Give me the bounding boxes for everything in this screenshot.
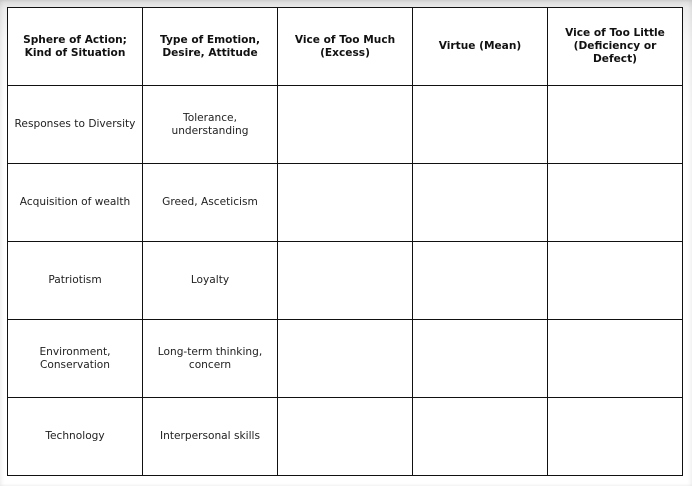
cell-excess[interactable] xyxy=(278,398,413,476)
header-virtue-mean: Virtue (Mean) xyxy=(413,8,548,86)
cell-virtue[interactable] xyxy=(413,398,548,476)
cell-emotion: Loyalty xyxy=(143,242,278,320)
table-row xyxy=(8,164,683,242)
cell-deficiency[interactable] xyxy=(548,86,683,164)
cell-virtue[interactable] xyxy=(413,86,548,164)
cell-excess[interactable] xyxy=(278,320,413,398)
cell-sphere: Acquisition of wealth xyxy=(8,164,143,242)
cell-sphere: Patriotism xyxy=(8,242,143,320)
cell-virtue[interactable] xyxy=(413,320,548,398)
table-row xyxy=(8,86,683,164)
virtue-ethics-table xyxy=(7,7,683,476)
header-sphere-of-action: Sphere of Action; Kind of Situation xyxy=(8,8,143,86)
cell-deficiency[interactable] xyxy=(548,164,683,242)
cell-deficiency[interactable] xyxy=(548,320,683,398)
table-row xyxy=(8,320,683,398)
cell-excess[interactable] xyxy=(278,164,413,242)
cell-sphere: Environment, Conservation xyxy=(8,320,143,398)
cell-emotion: Tolerance, understanding xyxy=(143,86,278,164)
cell-deficiency[interactable] xyxy=(548,242,683,320)
cell-deficiency[interactable] xyxy=(548,398,683,476)
cell-emotion: Interpersonal skills xyxy=(143,398,278,476)
cell-sphere: Technology xyxy=(8,398,143,476)
cell-excess[interactable] xyxy=(278,86,413,164)
cell-excess[interactable] xyxy=(278,242,413,320)
cell-virtue[interactable] xyxy=(413,164,548,242)
cell-sphere: Responses to Diversity xyxy=(8,86,143,164)
header-row xyxy=(8,8,683,86)
header-type-of-emotion: Type of Emotion, Desire, Attitude xyxy=(143,8,278,86)
header-vice-of-excess: Vice of Too Much (Excess) xyxy=(278,8,413,86)
cell-virtue[interactable] xyxy=(413,242,548,320)
cell-emotion: Greed, Asceticism xyxy=(143,164,278,242)
table-row xyxy=(8,398,683,476)
cell-emotion: Long-term thinking, concern xyxy=(143,320,278,398)
header-vice-of-deficiency: Vice of Too Little (Deficiency or Defect) xyxy=(548,8,683,86)
table-row xyxy=(8,242,683,320)
